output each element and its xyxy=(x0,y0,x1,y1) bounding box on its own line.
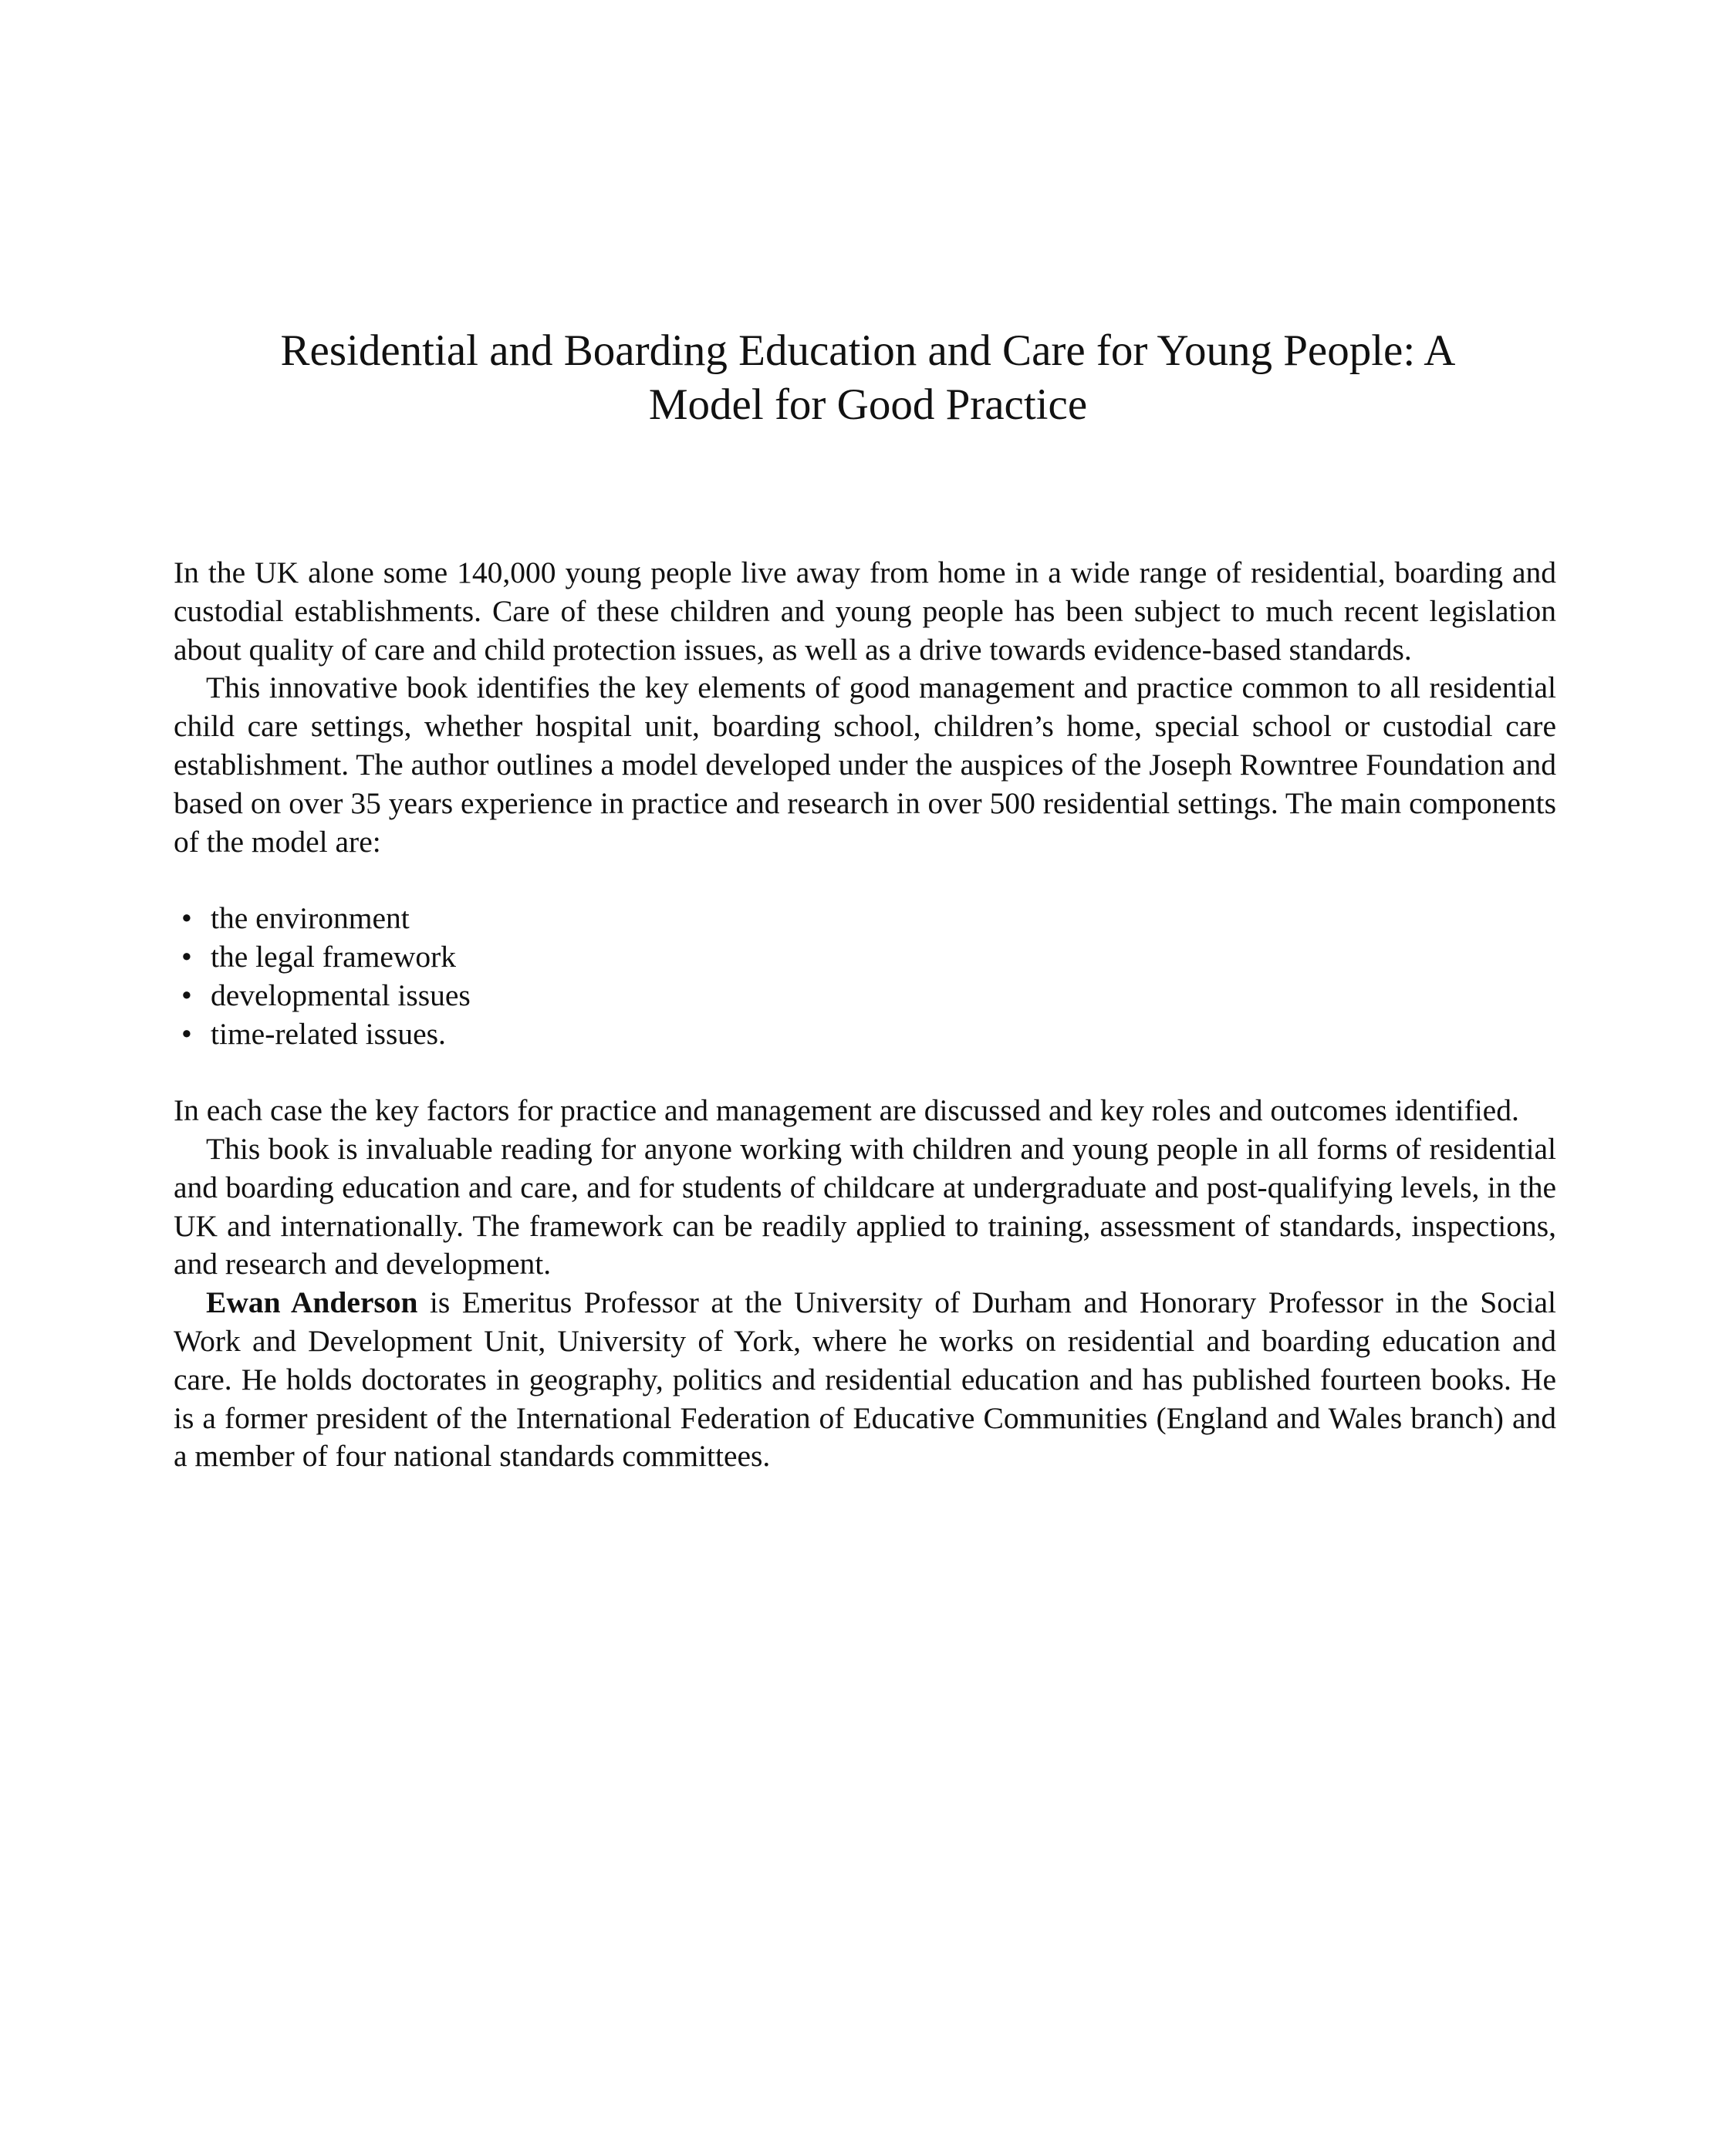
list-item xyxy=(174,938,1556,977)
book-description-paragraph: This innovative book identifies the key elements of good management and practice common to all residential child care settings, whether hospital unit, boarding school, children’s home, special school or custodial care establishment. The author outlines a model developed under the auspices of the Joseph Rowntree Foundation and based on over 35 years experience in practice and research in over 500 residential settings. The main components of the model are: xyxy=(174,670,1556,859)
outcomes-paragraph: In each case the key factors for practice and management are discussed and key roles and outcomes identified. xyxy=(174,1093,1519,1128)
list-item xyxy=(174,977,1556,1015)
title-line-1: Residential and Boarding Education and Care for Young People: A xyxy=(280,326,1456,375)
page-title xyxy=(231,324,1505,432)
model-components-list xyxy=(174,900,1556,1053)
list-item xyxy=(174,900,1556,938)
list-item-text: developmental issues xyxy=(211,978,471,1012)
title-line-2: Model for Good Practice xyxy=(648,380,1088,429)
author-bio-paragraph xyxy=(174,1284,1556,1476)
audience-paragraph: This book is invaluable reading for anyone working with children and young people in all forms of residential and boarding education and care, and for students of childcare at undergraduate and post-qualifying levels, in the UK and internationally. The framework can be readily applied to training, assessment of standards, inspections, and research and development. xyxy=(174,1131,1556,1282)
list-item xyxy=(174,1015,1556,1054)
bullet-icon: • xyxy=(181,939,192,974)
author-bio-text: is Emeritus Professor at the University of Durham and Honorary Professor in the Social Work and Development Unit, University of York, where he works on residential and boarding education and care. He holds doctorates in geography, politics and residential education and has published fourteen books. He is a former president of the International Federation of Educative Communities (England and Wales branch) and a member of four national standards committees. xyxy=(174,1285,1556,1474)
blurb-body xyxy=(174,554,1556,1476)
list-item-text: the legal framework xyxy=(211,939,457,974)
list-item-text: the environment xyxy=(211,901,410,936)
list-item-text: time-related issues. xyxy=(211,1016,446,1051)
bullet-icon: • xyxy=(181,978,192,1012)
bullet-icon: • xyxy=(181,901,192,936)
intro-paragraph: In the UK alone some 140,000 young people live away from home in a wide range of residential, boarding and custodial establishments. Care of these children and young people has been subject to much recent legislation about quality of care and child protection issues, as well as a drive towards evidence-based standards. xyxy=(174,556,1556,667)
bullet-icon: • xyxy=(181,1016,192,1051)
author-name: Ewan Anderson xyxy=(206,1285,418,1320)
